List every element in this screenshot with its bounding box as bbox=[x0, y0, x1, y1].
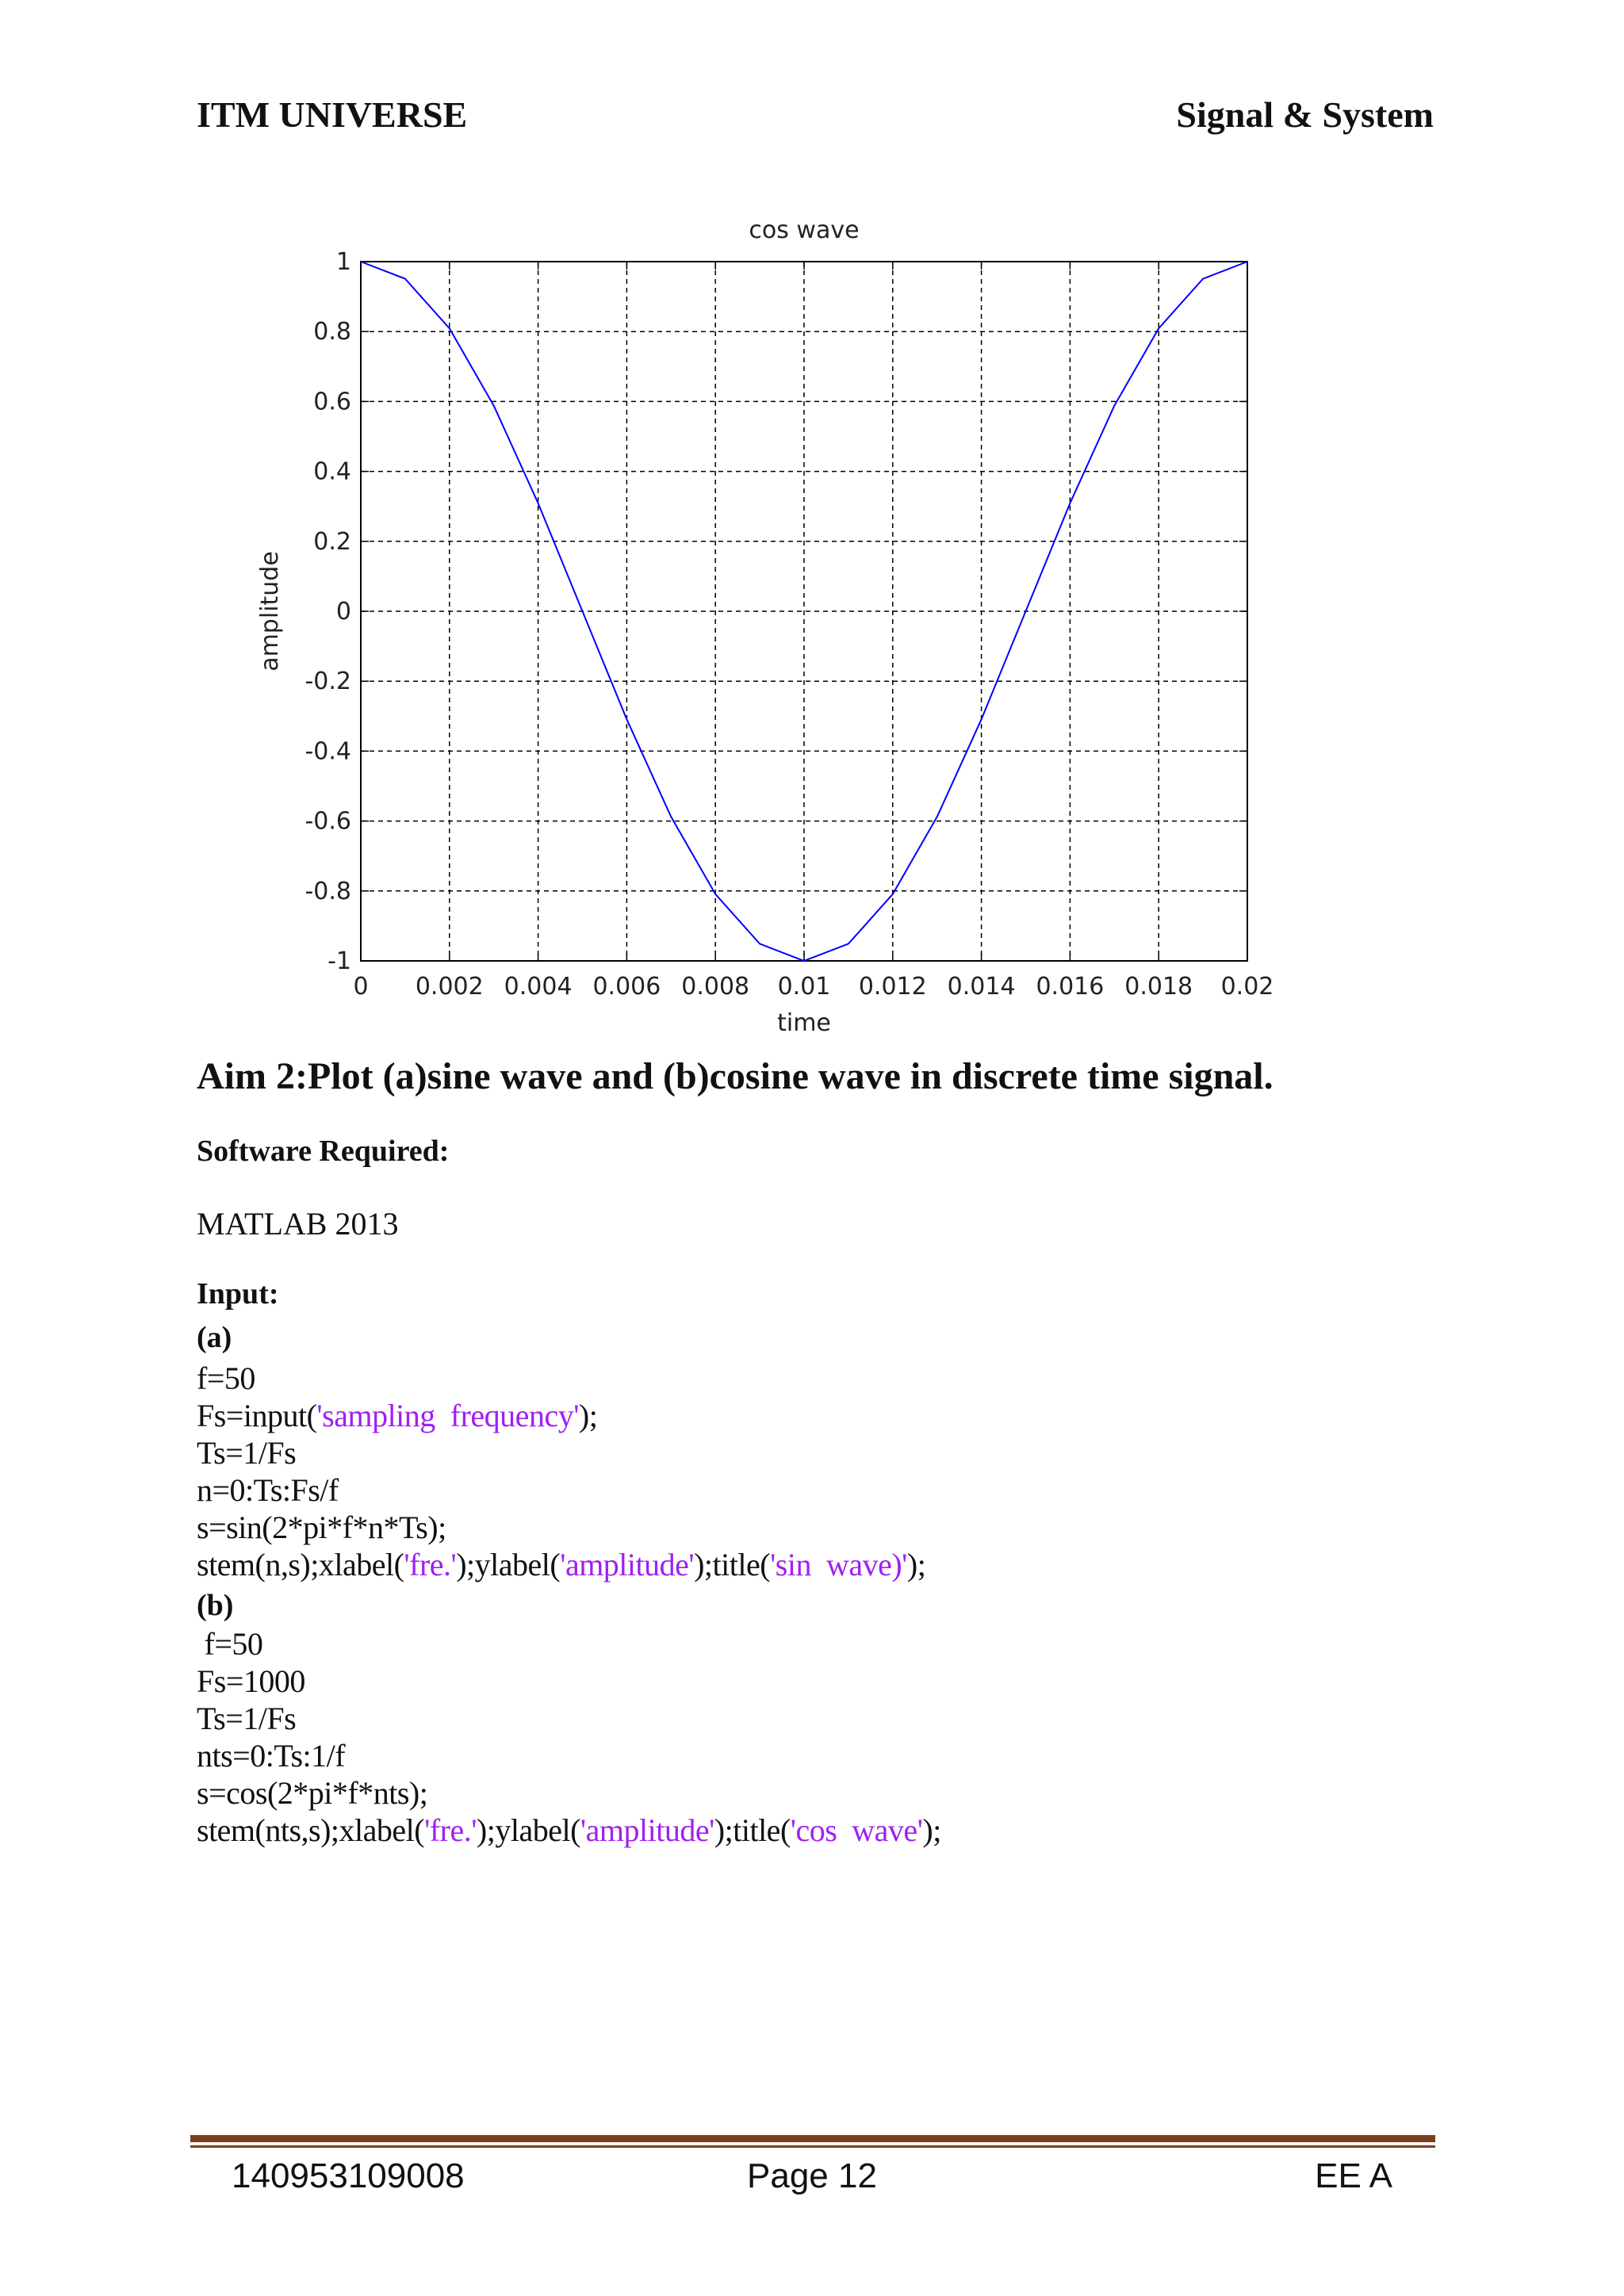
software-value: MATLAB 2013 bbox=[197, 1206, 399, 1242]
code-line: Ts=1/Fs bbox=[197, 1435, 297, 1471]
code-line: f=50 bbox=[197, 1626, 263, 1662]
code-line: s=cos(2*pi*f*nts); bbox=[197, 1775, 428, 1811]
x-tick-label: 0.01 bbox=[777, 973, 831, 1001]
y-tick-label: -1 bbox=[327, 947, 351, 975]
part-a-label: (a) bbox=[197, 1321, 232, 1354]
x-tick-label: 0.012 bbox=[858, 973, 927, 1001]
x-axis-label: time bbox=[777, 1009, 831, 1037]
footer-enrollment: 140953109008 bbox=[232, 2156, 465, 2195]
y-tick-label: 0.8 bbox=[313, 318, 351, 346]
x-tick-label: 0.004 bbox=[504, 973, 573, 1001]
code-line: stem(n,s);xlabel('fre.');ylabel('amplitude');title('sin wave)'); bbox=[197, 1547, 926, 1582]
y-tick-label: -0.6 bbox=[304, 807, 351, 836]
input-label: Input: bbox=[197, 1277, 279, 1311]
x-tick-label: 0.016 bbox=[1036, 973, 1105, 1001]
y-axis-label: amplitude bbox=[256, 551, 284, 672]
code-line: f=50 bbox=[197, 1360, 255, 1396]
code-line: nts=0:Ts:1/f bbox=[197, 1738, 346, 1774]
x-tick-label: 0.006 bbox=[592, 973, 661, 1001]
footer-rule-thick bbox=[190, 2135, 1435, 2142]
part-b-label: (b) bbox=[197, 1589, 234, 1622]
y-tick-label: 1 bbox=[335, 248, 351, 276]
y-tick-label: -0.2 bbox=[304, 668, 351, 696]
chart-title: cos wave bbox=[749, 216, 860, 244]
code-line: stem(nts,s);xlabel('fre.');ylabel('amplitude');title('cos wave'); bbox=[197, 1812, 941, 1848]
code-line: Ts=1/Fs bbox=[197, 1701, 297, 1736]
footer-page-number: Page 12 bbox=[747, 2156, 877, 2195]
x-tick-label: 0.018 bbox=[1124, 973, 1193, 1001]
x-tick-label: 0.008 bbox=[681, 973, 750, 1001]
tick-labels bbox=[304, 248, 1274, 1001]
code-line: n=0:Ts:Fs/f bbox=[197, 1472, 339, 1508]
x-tick-label: 0 bbox=[353, 973, 369, 1001]
y-tick-label: -0.8 bbox=[304, 877, 351, 905]
header-subject: Signal & System bbox=[1176, 94, 1434, 135]
aim-heading: Aim 2:Plot (a)sine wave and (b)cosine wave in discrete time signal. bbox=[197, 1055, 1274, 1097]
software-label: Software Required: bbox=[197, 1135, 450, 1168]
footer-class: EE A bbox=[1315, 2156, 1392, 2195]
x-tick-label: 0.014 bbox=[947, 973, 1016, 1001]
code-line: Fs=input('sampling frequency'); bbox=[197, 1398, 598, 1433]
code-line: Fs=1000 bbox=[197, 1663, 305, 1699]
x-tick-label: 0.02 bbox=[1220, 973, 1274, 1001]
code-block-b bbox=[197, 1625, 941, 1849]
chart-grid bbox=[361, 262, 1247, 961]
y-tick-label: 0 bbox=[335, 598, 351, 626]
code-line: s=sin(2*pi*f*n*Ts); bbox=[197, 1510, 446, 1545]
x-tick-label: 0.002 bbox=[415, 973, 484, 1001]
code-block-a bbox=[197, 1360, 925, 1583]
y-tick-label: 0.4 bbox=[313, 457, 351, 486]
y-tick-label: 0.6 bbox=[313, 388, 351, 416]
y-tick-label: -0.4 bbox=[304, 737, 351, 766]
cos-wave-chart bbox=[238, 198, 1300, 1050]
footer-rule-thin bbox=[190, 2145, 1435, 2148]
header-title: ITM UNIVERSE bbox=[197, 94, 468, 135]
y-tick-label: 0.2 bbox=[313, 527, 351, 556]
